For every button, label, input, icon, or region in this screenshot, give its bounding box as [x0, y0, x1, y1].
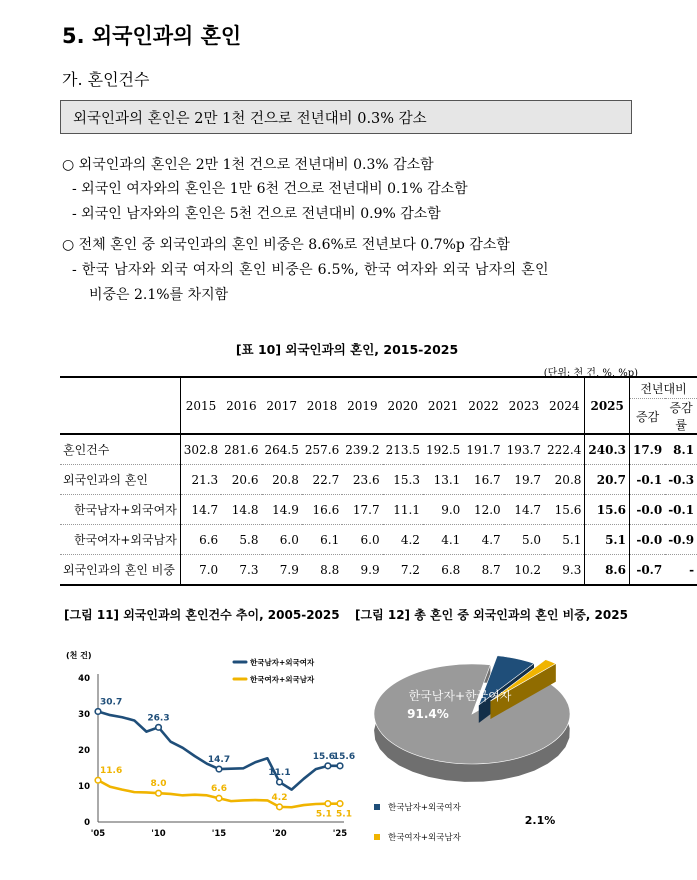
table-cell: 213.5 — [383, 434, 423, 465]
data-label: 26.3 — [147, 713, 170, 724]
data-point — [95, 709, 101, 715]
legend-swatch — [374, 804, 380, 810]
table-corner — [60, 377, 180, 434]
table-row — [60, 434, 697, 465]
table-cell: 14.7 — [504, 495, 544, 525]
legend-label: 한국여자+외국남자 — [250, 675, 315, 684]
pie-chart — [370, 640, 640, 865]
x-tick-label: '20 — [272, 829, 287, 839]
table-cell: -0.7 — [629, 555, 665, 586]
table-cell: 257.6 — [302, 434, 342, 465]
y-tick-label: 30 — [78, 710, 90, 720]
summary-box: 외국인과의 혼인은 2만 1천 건으로 전년대비 0.3% 감소 — [60, 100, 632, 134]
table-cell: 6.8 — [423, 555, 463, 586]
table-cell: 16.6 — [302, 495, 342, 525]
year-header: 2020 — [383, 377, 423, 434]
table-cell: -0.0 — [629, 495, 665, 525]
data-point — [156, 790, 162, 796]
data-point — [325, 763, 331, 769]
data-label: 11.1 — [268, 768, 291, 779]
table-title: [표 10] 외국인과의 혼인, 2015-2025 — [235, 342, 459, 357]
table-cell: 9.3 — [544, 555, 585, 586]
table-cell: 20.8 — [262, 465, 302, 495]
table-cell: 302.8 — [180, 434, 221, 465]
year-header: 2022 — [463, 377, 503, 434]
table-cell: 13.1 — [423, 465, 463, 495]
table-cell: 7.2 — [383, 555, 423, 586]
legend-label: 한국여자+외국남자 — [388, 833, 461, 843]
line-chart — [62, 640, 356, 850]
data-label: 5.1 — [336, 809, 352, 820]
table-cell: 6.6 — [180, 525, 221, 555]
change-rate-header: 증감률 — [665, 399, 697, 435]
table-cell: 6.0 — [342, 525, 382, 555]
data-label: 15.6 — [332, 751, 356, 762]
table-cell: 15.6 — [585, 495, 630, 525]
table-cell: 193.7 — [504, 434, 544, 465]
year-header: 2017 — [262, 377, 302, 434]
x-tick-label: '10 — [151, 829, 166, 839]
table-row — [60, 525, 697, 555]
series-line — [98, 711, 340, 789]
table-cell: 281.6 — [221, 434, 261, 465]
table-cell: 12.0 — [463, 495, 503, 525]
table-cell: 4.7 — [463, 525, 503, 555]
data-point — [216, 795, 222, 801]
table-cell: -0.1 — [665, 495, 697, 525]
table-cell: 7.3 — [221, 555, 261, 586]
data-label: 30.7 — [100, 697, 123, 708]
table-cell: 14.8 — [221, 495, 261, 525]
table-cell: 191.7 — [463, 434, 503, 465]
table-cell: 23.6 — [342, 465, 382, 495]
row-label: 외국인과의 혼인 비중 — [60, 555, 180, 586]
table-cell: 239.2 — [342, 434, 382, 465]
prev-year-header: 전년대비 — [629, 377, 697, 399]
y-unit-label: (천 건) — [66, 651, 92, 660]
table-cell: -0.3 — [665, 465, 697, 495]
table-cell: 192.5 — [423, 434, 463, 465]
bullet-1a: - 외국인 여자와의 혼인은 1만 6천 건으로 전년대비 0.1% 감소함 — [72, 181, 468, 197]
row-label: 한국남자+외국여자 — [60, 495, 180, 525]
year-header: 2023 — [504, 377, 544, 434]
year-header: 2021 — [423, 377, 463, 434]
y-tick-label: 40 — [78, 674, 90, 684]
year-header: 2019 — [342, 377, 382, 434]
data-point — [277, 779, 283, 785]
table-cell: - — [665, 555, 697, 586]
data-point — [216, 766, 222, 772]
table-cell: 7.9 — [262, 555, 302, 586]
data-label: 5.1 — [315, 809, 332, 820]
data-label: 11.6 — [100, 766, 123, 777]
y-tick-label: 0 — [84, 818, 90, 828]
table-cell: -0.0 — [629, 525, 665, 555]
table-row — [60, 555, 697, 586]
table-cell: 5.8 — [221, 525, 261, 555]
table-cell: -0.1 — [629, 465, 665, 495]
legend-label: 한국남자+외국여자 — [250, 658, 315, 667]
table-cell: 11.1 — [383, 495, 423, 525]
bullet-1: ○ 외국인과의 혼인은 2만 1천 건으로 전년대비 0.3% 감소함 — [62, 157, 434, 173]
sub-heading: 가. 혼인건수 — [62, 70, 150, 89]
bullet-2a-cont: 비중은 2.1%를 차지함 — [89, 287, 229, 303]
table-cell: 264.5 — [262, 434, 302, 465]
bullet-2a: - 한국 남자와 외국 여자의 혼인 비중은 6.5%, 한국 여자와 외국 남자의 혼인 — [72, 262, 549, 278]
slice-value-label: 2.1% — [524, 814, 556, 827]
table-cell: 21.3 — [180, 465, 221, 495]
year-header: 2024 — [544, 377, 585, 434]
table-cell: 240.3 — [585, 434, 630, 465]
x-tick-label: '25 — [332, 829, 348, 839]
table-cell: 4.1 — [423, 525, 463, 555]
section-heading: 5. 외국인과의 혼인 — [62, 24, 242, 48]
table-row — [60, 495, 697, 525]
table-cell: 15.3 — [383, 465, 423, 495]
marriage-table — [60, 376, 697, 586]
table-cell: 10.2 — [504, 555, 544, 586]
table-cell: 8.8 — [302, 555, 342, 586]
table-cell: 17.9 — [629, 434, 665, 465]
table-cell: 9.9 — [342, 555, 382, 586]
table-cell: 4.2 — [383, 525, 423, 555]
row-label: 혼인건수 — [60, 434, 180, 465]
x-tick-label: '15 — [211, 829, 227, 839]
legend-swatch — [374, 834, 380, 840]
fig12-title: [그림 12] 총 혼인 중 외국인과의 혼인 비중, 2025 — [355, 608, 628, 622]
data-point — [337, 763, 343, 769]
data-point — [277, 804, 283, 810]
data-label: 6.6 — [211, 784, 227, 795]
data-label: 14.7 — [207, 755, 231, 766]
table-cell: 14.7 — [180, 495, 221, 525]
slice-value-label: 91.4% — [407, 707, 449, 721]
data-point — [337, 801, 343, 807]
table-cell: 222.4 — [544, 434, 585, 465]
slice-value-label: 6.5% — [551, 761, 583, 774]
table-unit: (단위: 천 건, %, %p) — [543, 368, 638, 379]
data-point — [95, 777, 101, 783]
table-cell: 6.0 — [262, 525, 302, 555]
table-cell: 20.8 — [544, 465, 585, 495]
year-header: 2018 — [302, 377, 342, 434]
table-row — [60, 465, 697, 495]
y-tick-label: 20 — [78, 746, 90, 756]
table-cell: 8.7 — [463, 555, 503, 586]
table-cell: 20.7 — [585, 465, 630, 495]
year-header: 2015 — [180, 377, 221, 434]
change-header: 증감 — [629, 399, 665, 435]
bullet-2: ○ 전체 혼인 중 외국인과의 혼인 비중은 8.6%로 전년보다 0.7%p 감소함 — [62, 237, 510, 253]
x-tick-label: '05 — [90, 829, 106, 839]
table-cell: 5.0 — [504, 525, 544, 555]
table-cell: 19.7 — [504, 465, 544, 495]
year-header: 2016 — [221, 377, 261, 434]
table-cell: 14.9 — [262, 495, 302, 525]
table-cell: 8.6 — [585, 555, 630, 586]
slice-name-label: 한국남자+한국여자 — [408, 689, 512, 703]
table-cell: 15.6 — [544, 495, 585, 525]
fig11-title: [그림 11] 외국인과의 혼인건수 추이, 2005-2025 — [64, 608, 340, 622]
legend-label: 한국남자+외국여자 — [388, 803, 461, 813]
data-point — [325, 801, 331, 807]
data-label: 15.6 — [312, 751, 336, 762]
table-cell: 7.0 — [180, 555, 221, 586]
table-cell: 9.0 — [423, 495, 463, 525]
data-point — [156, 725, 162, 731]
table-cell: 22.7 — [302, 465, 342, 495]
y-tick-label: 10 — [78, 782, 90, 792]
table-cell: 16.7 — [463, 465, 503, 495]
row-label: 한국여자+외국남자 — [60, 525, 180, 555]
data-label: 4.2 — [271, 792, 288, 803]
table-cell: 5.1 — [585, 525, 630, 555]
year-header-2025: 2025 — [585, 377, 630, 434]
table-cell: 20.6 — [221, 465, 261, 495]
table-cell: 8.1 — [665, 434, 697, 465]
data-label: 8.0 — [150, 779, 167, 790]
bullet-1b: - 외국인 남자와의 혼인은 5천 건으로 전년대비 0.9% 감소함 — [72, 206, 441, 222]
table-cell: 5.1 — [544, 525, 585, 555]
table-cell: -0.9 — [665, 525, 697, 555]
table-cell: 17.7 — [342, 495, 382, 525]
row-label: 외국인과의 혼인 — [60, 465, 180, 495]
table-cell: 6.1 — [302, 525, 342, 555]
